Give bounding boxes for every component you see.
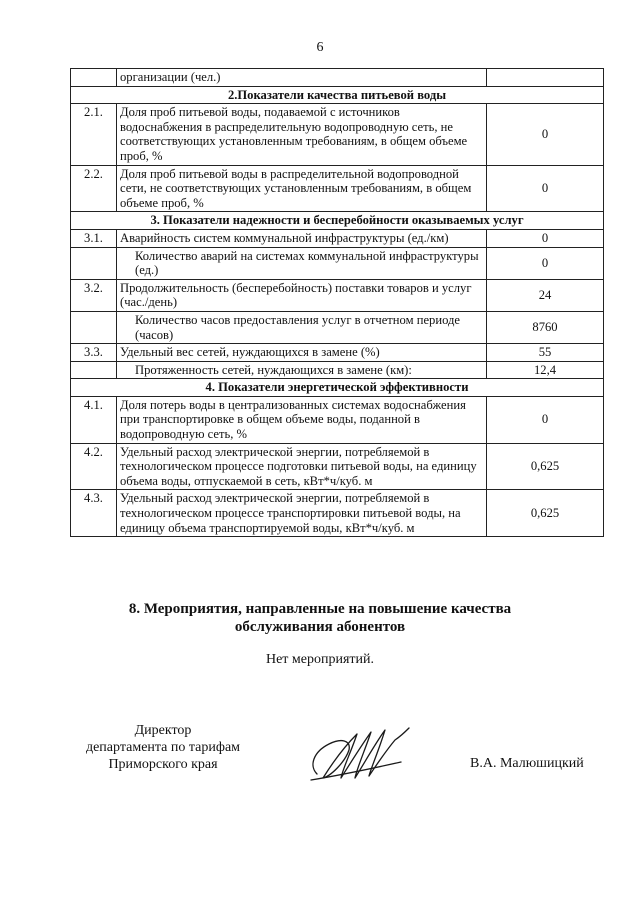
indicators-table [70,68,604,537]
row-number [71,247,117,279]
section-title: 3. Показатели надежности и бесперебойности оказываемых услуг [71,212,604,230]
row-number: 3.2. [71,279,117,311]
row-description: Продолжительность (бесперебойность) поставки товаров и услуг (час./день) [117,279,487,311]
row-value: 0 [487,104,604,165]
signer-name: В.А. Малюшицкий [470,756,584,771]
row-description: Удельный расход электрической энергии, потребляемой в технологическом процессе подготовки питьевой воды, на единицу объема воды, отпускаемой в сеть, кВт*ч/куб. м [117,443,487,490]
row-value: 0 [487,396,604,443]
signer-title-line2: департамента по тарифам [85,740,241,755]
row-number [71,361,117,379]
row-number: 2.2. [71,165,117,212]
row-description: Удельный вес сетей, нуждающихся в замене (%) [117,344,487,362]
row-description: Количество часов предоставления услуг в отчетном периоде (часов) [117,311,487,343]
signer-title-line1: Директор [134,723,192,738]
section-8-heading [0,600,640,636]
table-row [71,69,604,87]
row-description: Аварийность систем коммунальной инфраструктуры (ед./км) [117,229,487,247]
table-row [71,165,604,212]
section-8-heading-line1: 8. Мероприятия, направленные на повышение качества [128,601,512,617]
signer-title-line3: Приморского края [108,757,218,772]
row-value: 8760 [487,311,604,343]
table-row [71,247,604,279]
handwritten-signature [305,722,415,792]
table-row [71,279,604,311]
row-number: 4.2. [71,443,117,490]
row-value: 24 [487,279,604,311]
table-row [71,344,604,362]
table-row [71,104,604,165]
row-number: 3.3. [71,344,117,362]
row-description: Доля потерь воды в централизованных системах водоснабжения при транспортировке в общем объеме воды, поданной в водопроводную сеть, % [117,396,487,443]
row-value: 0 [487,165,604,212]
row-number: 3.1. [71,229,117,247]
row-value: 12,4 [487,361,604,379]
row-value: 55 [487,344,604,362]
section-row [71,86,604,104]
table-row [71,361,604,379]
row-number [71,311,117,343]
row-number: 2.1. [71,104,117,165]
row-description: Доля проб питьевой воды в распределительной водопроводной сети, не соответствующих установленным требованиям, в общем объеме проб, % [117,165,487,212]
table-row [71,490,604,537]
row-number: 4.3. [71,490,117,537]
row-value: 0,625 [487,443,604,490]
table-row [71,229,604,247]
section-title: 2.Показатели качества питьевой воды [71,86,604,104]
table-row [71,443,604,490]
table-row [71,311,604,343]
row-value: 0,625 [487,490,604,537]
row-description: Количество аварий на системах коммунальной инфраструктуры (ед.) [117,247,487,279]
section-row [71,212,604,230]
row-value: 0 [487,247,604,279]
row-value [487,69,604,87]
row-number: 4.1. [71,396,117,443]
section-row [71,379,604,397]
table-row [71,396,604,443]
row-description: Удельный расход электрической энергии, потребляемой в технологическом процессе транспортировки питьевой воды, на единицу объема транспортируемой воды, кВт*ч/куб. м [117,490,487,537]
row-value: 0 [487,229,604,247]
section-title: 4. Показатели энергетической эффективности [71,379,604,397]
row-description: Доля проб питьевой воды, подаваемой с источников водоснабжения в распределительную водопроводную сеть, не соответствующих установленным требованиям, в общем объеме проб, % [117,104,487,165]
row-description: организации (чел.) [117,69,487,87]
page-number: 6 [316,40,324,55]
signer-title [68,722,258,773]
row-number [71,69,117,87]
section-8-heading-line2: обслуживания абонентов [234,619,406,635]
section-8-note: Нет мероприятий. [265,652,375,667]
row-description: Протяженность сетей, нуждающихся в замене (км): [117,361,487,379]
